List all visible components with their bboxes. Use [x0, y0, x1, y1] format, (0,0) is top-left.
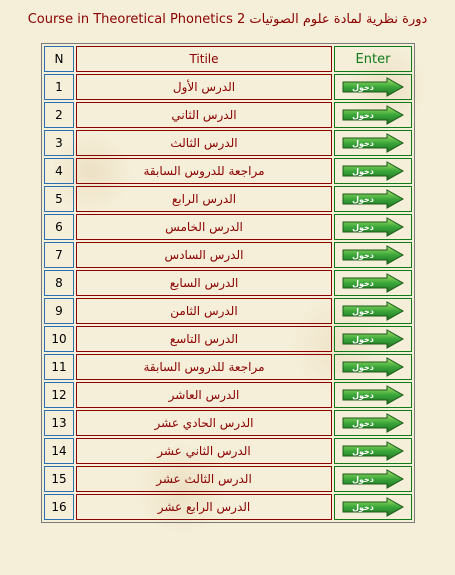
- svg-text:دخول: دخول: [352, 335, 374, 345]
- row-title[interactable]: الدرس الخامس: [76, 214, 332, 240]
- row-title[interactable]: الدرس الثاني: [76, 102, 332, 128]
- enter-button[interactable]: [341, 133, 405, 153]
- table-row: [44, 270, 412, 296]
- row-enter-cell: [334, 354, 412, 380]
- green-arrow-icon: [341, 161, 405, 181]
- green-arrow-icon: [341, 329, 405, 349]
- table-row: [44, 298, 412, 324]
- green-arrow-icon: [341, 245, 405, 265]
- table-body: [44, 74, 412, 520]
- row-title[interactable]: الدرس الثامن: [76, 298, 332, 324]
- row-enter-cell: [334, 326, 412, 352]
- table-row: [44, 494, 412, 520]
- row-enter-cell: [334, 466, 412, 492]
- svg-text:دخول: دخول: [352, 167, 374, 177]
- green-arrow-icon: [341, 217, 405, 237]
- row-number: 10: [44, 326, 74, 352]
- row-number: 14: [44, 438, 74, 464]
- enter-button[interactable]: [341, 301, 405, 321]
- enter-button[interactable]: [341, 497, 405, 517]
- row-enter-cell: [334, 242, 412, 268]
- enter-button[interactable]: [341, 385, 405, 405]
- svg-text:دخول: دخول: [352, 363, 374, 373]
- svg-text:دخول: دخول: [352, 139, 374, 149]
- table-row: [44, 382, 412, 408]
- row-title[interactable]: الدرس التاسع: [76, 326, 332, 352]
- row-title[interactable]: الدرس الأول: [76, 74, 332, 100]
- green-arrow-icon: [341, 357, 405, 377]
- row-number: 12: [44, 382, 74, 408]
- svg-text:دخول: دخول: [352, 223, 374, 233]
- table-row: [44, 130, 412, 156]
- row-number: 3: [44, 130, 74, 156]
- enter-button[interactable]: [341, 469, 405, 489]
- enter-button[interactable]: [341, 273, 405, 293]
- row-title[interactable]: الدرس السابع: [76, 270, 332, 296]
- green-arrow-icon: [341, 105, 405, 125]
- enter-button[interactable]: [341, 441, 405, 461]
- row-title[interactable]: مراجعة للدروس السابقة: [76, 354, 332, 380]
- enter-button[interactable]: [341, 105, 405, 125]
- green-arrow-icon: [341, 441, 405, 461]
- green-arrow-icon: [341, 469, 405, 489]
- enter-button[interactable]: [341, 77, 405, 97]
- row-enter-cell: [334, 186, 412, 212]
- row-number: 15: [44, 466, 74, 492]
- green-arrow-icon: [341, 413, 405, 433]
- table-row: [44, 326, 412, 352]
- row-enter-cell: [334, 214, 412, 240]
- green-arrow-icon: [341, 189, 405, 209]
- row-title[interactable]: الدرس الحادي عشر: [76, 410, 332, 436]
- row-title[interactable]: مراجعة للدروس السابقة: [76, 158, 332, 184]
- row-title[interactable]: الدرس العاشر: [76, 382, 332, 408]
- row-number: 5: [44, 186, 74, 212]
- row-number: 4: [44, 158, 74, 184]
- row-title[interactable]: الدرس الثاني عشر: [76, 438, 332, 464]
- row-number: 1: [44, 74, 74, 100]
- svg-text:دخول: دخول: [352, 391, 374, 401]
- row-title[interactable]: الدرس الثالث عشر: [76, 466, 332, 492]
- lessons-table: [41, 43, 415, 523]
- enter-button[interactable]: [341, 161, 405, 181]
- green-arrow-icon: [341, 301, 405, 321]
- table-row: [44, 438, 412, 464]
- row-number: 16: [44, 494, 74, 520]
- row-number: 9: [44, 298, 74, 324]
- table-header-row: [44, 46, 412, 72]
- row-number: 13: [44, 410, 74, 436]
- row-title[interactable]: الدرس الرابع عشر: [76, 494, 332, 520]
- row-number: 8: [44, 270, 74, 296]
- enter-button[interactable]: [341, 413, 405, 433]
- green-arrow-icon: [341, 133, 405, 153]
- row-enter-cell: [334, 130, 412, 156]
- row-number: 2: [44, 102, 74, 128]
- svg-text:دخول: دخول: [352, 475, 374, 485]
- table-row: [44, 186, 412, 212]
- svg-text:دخول: دخول: [352, 111, 374, 121]
- header-title: Titile: [76, 46, 332, 72]
- table-row: [44, 354, 412, 380]
- enter-button[interactable]: [341, 329, 405, 349]
- svg-text:دخول: دخول: [352, 251, 374, 261]
- row-enter-cell: [334, 494, 412, 520]
- row-number: 7: [44, 242, 74, 268]
- green-arrow-icon: [341, 497, 405, 517]
- row-title[interactable]: الدرس السادس: [76, 242, 332, 268]
- green-arrow-icon: [341, 77, 405, 97]
- row-title[interactable]: الدرس الرابع: [76, 186, 332, 212]
- enter-button[interactable]: [341, 189, 405, 209]
- table-row: [44, 74, 412, 100]
- green-arrow-icon: [341, 385, 405, 405]
- row-enter-cell: [334, 298, 412, 324]
- row-title[interactable]: الدرس الثالث: [76, 130, 332, 156]
- row-enter-cell: [334, 382, 412, 408]
- table-row: [44, 242, 412, 268]
- row-enter-cell: [334, 270, 412, 296]
- svg-text:دخول: دخول: [352, 503, 374, 513]
- table-row: [44, 102, 412, 128]
- svg-text:دخول: دخول: [352, 279, 374, 289]
- table-row: [44, 214, 412, 240]
- svg-text:دخول: دخول: [352, 195, 374, 205]
- table-row: [44, 410, 412, 436]
- svg-text:دخول: دخول: [352, 307, 374, 317]
- row-enter-cell: [334, 410, 412, 436]
- table-row: [44, 158, 412, 184]
- row-number: 6: [44, 214, 74, 240]
- row-enter-cell: [334, 438, 412, 464]
- row-enter-cell: [334, 102, 412, 128]
- svg-text:دخول: دخول: [352, 83, 374, 93]
- row-number: 11: [44, 354, 74, 380]
- enter-button[interactable]: [341, 217, 405, 237]
- green-arrow-icon: [341, 273, 405, 293]
- enter-button[interactable]: [341, 357, 405, 377]
- row-enter-cell: [334, 158, 412, 184]
- header-enter: Enter: [334, 46, 412, 72]
- svg-text:دخول: دخول: [352, 419, 374, 429]
- svg-text:دخول: دخول: [352, 447, 374, 457]
- header-number: N: [44, 46, 74, 72]
- table-row: [44, 466, 412, 492]
- row-enter-cell: [334, 74, 412, 100]
- enter-button[interactable]: [341, 245, 405, 265]
- page-title: Course in Theoretical Phonetics 2 دورة نظرية لمادة علوم الصوتيات: [27, 12, 428, 27]
